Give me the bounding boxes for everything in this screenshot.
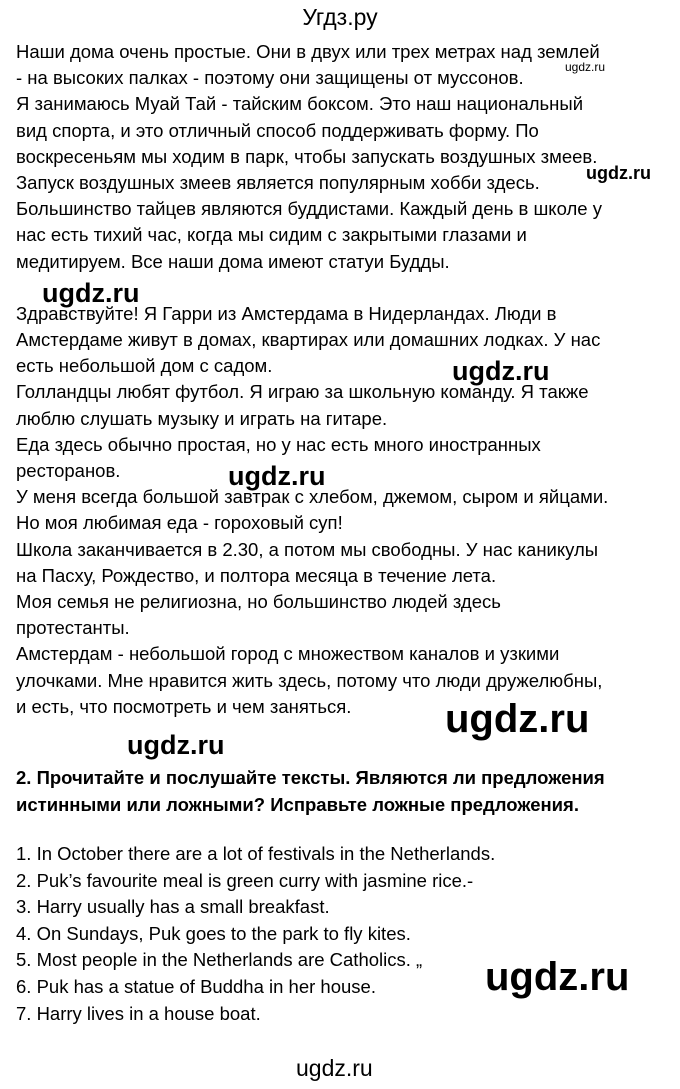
text-body bbox=[16, 39, 676, 720]
text-line: Еда здесь обычно простая, но у нас есть много иностранных bbox=[16, 433, 541, 455]
text-line: воскресеньям мы ходим в парк, чтобы запускать воздушных змеев. bbox=[16, 145, 598, 167]
list-item: 5. Most people in the Netherlands are Catholics. „ bbox=[16, 949, 423, 971]
text-line: и есть, что посмотреть и чем заняться. bbox=[16, 695, 352, 717]
watermark-large: ugdz.ru bbox=[445, 697, 590, 741]
text-line: У меня всегда большой завтрак с хлебом, джемом, сыром и яйцами. bbox=[16, 486, 609, 508]
watermark-mid: ugdz.ru bbox=[228, 461, 326, 491]
list-item: 3. Harry usually has a small breakfast. bbox=[16, 896, 330, 918]
task-line: 2. Прочитайте и послушайте тексты. Являются ли предложения bbox=[16, 767, 605, 788]
watermark-large: ugdz.ru bbox=[485, 955, 630, 999]
text-line: Амстердаме живут в домах, квартирах или домашних лодках. У нас bbox=[16, 329, 601, 351]
page-title: Угдз.ру bbox=[302, 4, 378, 30]
watermark-mid: ugdz.ru bbox=[452, 356, 550, 386]
task-line: истинными или ложными? Исправьте ложные предложения. bbox=[16, 793, 579, 815]
watermark-mid: ugdz.ru bbox=[42, 278, 140, 308]
text-line: медитируем. Все наши дома имеют статуи Будды. bbox=[16, 250, 450, 272]
list-item: 4. On Sundays, Puk goes to the park to fly kites. bbox=[16, 922, 411, 944]
text-line: протестанты. bbox=[16, 617, 130, 639]
text-line: Голландцы любят футбол. Я играю за школьную команду. Я также bbox=[16, 381, 589, 403]
page-header bbox=[0, 2, 680, 32]
list-item: 2. Puk’s favourite meal is green curry with jasmine rice.- bbox=[16, 869, 474, 891]
task-heading bbox=[16, 765, 676, 818]
text-line: Амстердам - небольшой город с множеством каналов и узкими bbox=[16, 643, 560, 665]
text-line: есть небольшой дом с садом. bbox=[16, 355, 273, 377]
text-line: ресторанов. bbox=[16, 460, 121, 482]
text-line: улочками. Мне нравится жить здесь, потому что люди дружелюбны, bbox=[16, 669, 603, 691]
text-line: Я занимаюсь Муай Тай - тайским боксом. Это наш национальный bbox=[16, 93, 584, 115]
watermark-small: ugdz.ru bbox=[586, 163, 651, 183]
watermark-mid: ugdz.ru bbox=[127, 730, 225, 760]
text-line: - на высоких палках - поэтому они защищены от муссонов. bbox=[16, 67, 524, 89]
text-line: Наши дома очень простые. Они в двух или трех метрах над землей bbox=[16, 41, 600, 62]
text-line: нас есть тихий час, когда мы сидим с закрытыми глазами и bbox=[16, 224, 527, 246]
watermark-tiny: ugdz.ru bbox=[565, 60, 606, 74]
text-line: Но моя любимая еда - гороховый суп! bbox=[16, 512, 343, 534]
text-line: Запуск воздушных змеев является популярным хобби здесь. bbox=[16, 172, 540, 194]
text-line: Моя семья не религиозна, но большинство людей здесь bbox=[16, 591, 501, 613]
list-item: 6. Puk has a statue of Buddha in her house. bbox=[16, 975, 376, 997]
text-line: Здравствуйте! Я Гарри из Амстердама в Нидерландах. Люди в bbox=[16, 302, 557, 324]
watermark-footer: ugdz.ru bbox=[296, 1055, 373, 1081]
list-item: 7. Harry lives in a house boat. bbox=[16, 1002, 261, 1024]
text-line: люблю слушать музыку и играть на гитаре. bbox=[16, 407, 388, 429]
text-line: Школа заканчивается в 2.30, а потом мы свободны. У нас каникулы bbox=[16, 538, 599, 560]
text-line: вид спорта, и это отличный способ поддерживать форму. По bbox=[16, 119, 539, 141]
text-line: Большинство тайцев являются буддистами. Каждый день в школе у bbox=[16, 198, 602, 220]
list-item: 1. In October there are a lot of festivals in the Netherlands. bbox=[16, 843, 496, 864]
text-line: на Пасху, Рождество, и полтора месяца в течение лета. bbox=[16, 564, 497, 586]
